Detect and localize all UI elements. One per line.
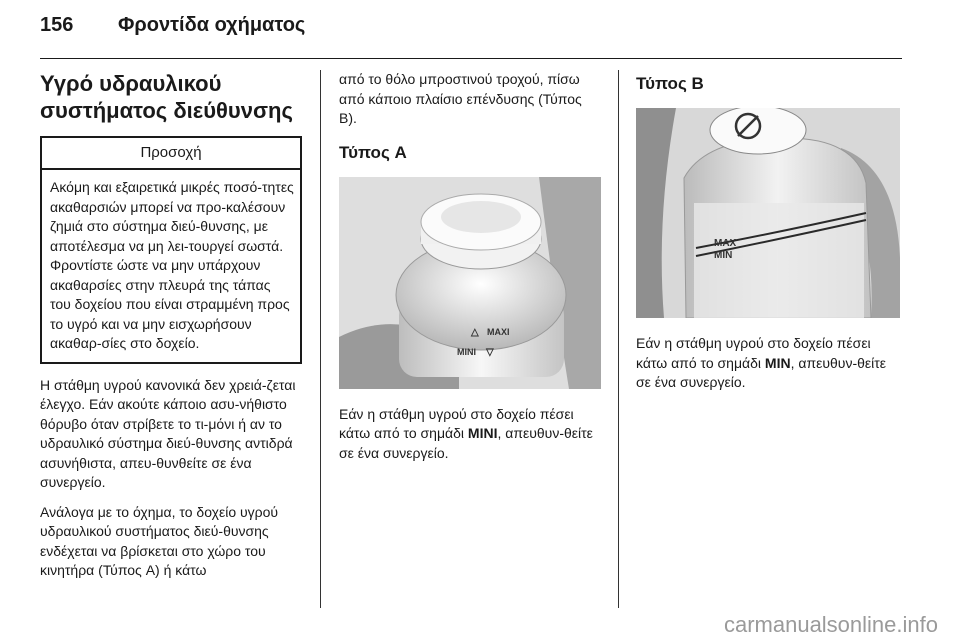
- column-1: [40, 70, 302, 591]
- section-title-line-2: συστήματος διεύθυνσης: [40, 98, 293, 123]
- column-divider-1: [320, 70, 321, 608]
- header-rule: [40, 58, 902, 59]
- type-b-min-mark: MIN: [714, 250, 733, 261]
- type-a-instruction: Εάν η στάθμη υγρού στο δοχείο πέσει κάτω από το σημάδι MINI, απευθυν-θείτε σε ένα συνεργείο.: [339, 405, 593, 461]
- type-a-heading: Τύπος A: [339, 142, 407, 162]
- paragraph-continued: από το θόλο μπροστινού τροχού, πίσω από κάποιο πλαίσιο επένδυσης (Τύπος B).: [339, 71, 582, 126]
- warning-box: [40, 136, 302, 364]
- column-divider-2: [618, 70, 619, 608]
- warning-body: Ακόμη και εξαιρετικά μικρές ποσό-τητες ακαθαρσιών μπορεί να προ-καλέσουν ζημιά στο σύστημα διεύ-θυνσης, με αποτέλεσμα να μη λει-τουργεί σωστά. Φροντίστε ώστε να μην υπάρχουν ακαθαρσίες στην πλευρά της τάπας του δοχείου που είναι στραμμένη προς το υγρό και να μην εισχωρήσουν ακαθαρ-σίες στο δοχείο.: [50, 179, 294, 351]
- type-a-min-mark: MINI: [457, 346, 476, 357]
- svg-text:▽: ▽: [486, 346, 494, 358]
- running-title: Φροντίδα οχήματος: [118, 14, 306, 36]
- type-b-mark-text: MIN: [764, 354, 791, 371]
- type-a-mark-text: MINI: [467, 425, 498, 441]
- warning-heading: Προσοχή: [42, 138, 300, 170]
- watermark: carmanualsonline.info: [723, 612, 938, 637]
- type-b-heading: Τύπος B: [636, 74, 704, 93]
- paragraph-fluid-check: Η στάθμη υγρού κανονικά δεν χρειά-ζεται έλεγχο. Εάν ακούτε κάποιο ασυ-νήθιστο θόρυβο όταν στρίβετε το τι-μόνι ή αν το υδραυλικό σύστημα διεύ-θυνσης αντιδρά ασυνήθιστα, απευ-θυνθείτε σε ένα συνεργείο.: [40, 376, 296, 490]
- type-b-instruction: Εάν η στάθμη υγρού στο δοχείο πέσει κάτω από το σημάδι MIN, απευθυν-θείτε σε ένα συνεργείο.: [636, 335, 887, 390]
- type-b-max-mark: MAX: [714, 238, 737, 249]
- column-3: [636, 70, 900, 403]
- column-2: [339, 70, 601, 473]
- page-number: 156: [40, 14, 74, 36]
- page-header: [40, 14, 920, 46]
- type-a-max-mark: MAXI: [487, 326, 510, 337]
- paragraph-reservoir-location: Ανάλογα με το όχημα, το δοχείο υγρού υδραυλικού συστήματος διεύ-θυνσης ενδέχεται να βρίσκεται στο χώρο του κινητήρα (Τύπος A) ή κάτω: [40, 503, 279, 578]
- svg-text:△: △: [471, 326, 479, 338]
- reservoir-type-b-photo: [636, 108, 900, 318]
- reservoir-type-a-photo: [339, 177, 601, 389]
- section-title: [40, 70, 302, 124]
- section-title-line-1: Υγρό υδραυλικού: [40, 71, 222, 96]
